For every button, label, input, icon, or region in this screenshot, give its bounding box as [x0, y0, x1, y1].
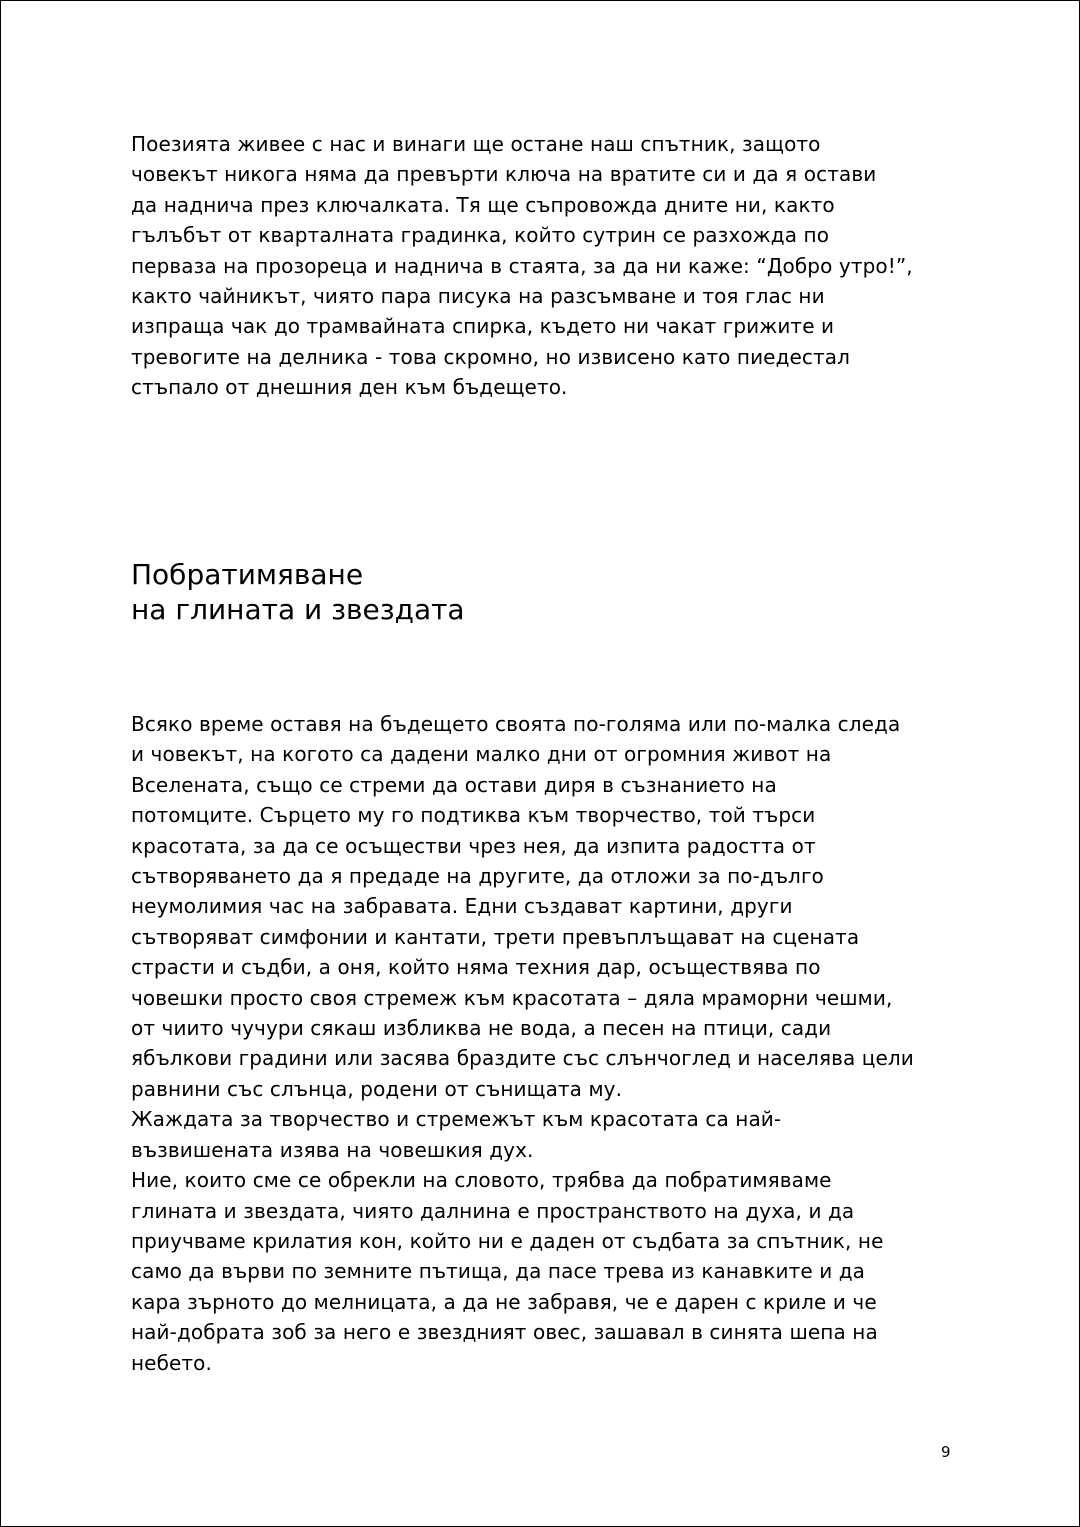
- section-heading-line-1: Побратимяване: [131, 558, 364, 591]
- section-heading: [131, 557, 951, 627]
- intro-section: [131, 129, 951, 403]
- body-paragraph-2: Жаждата за творчество и стремежът към красотата са най- възвишената изява на човешкия дух.: [131, 1107, 782, 1162]
- section-heading-line-2: на глината и звездата: [131, 593, 465, 626]
- intro-paragraph: Поезията живее с нас и винаги ще остане наш спътник, защото човекът никога няма да превърти ключа на вратите си и да я остави да наднича през ключалката. Тя ще съпровожда дните ни, както гълъбът от кварталната градинка, който сутрин се разхожда по перваза на прозореца и наднича в стаята, за да ни каже: “Добро утро!”, както чайникът, чиято пара писука на разсъмване и тоя глас ни изпраща чак до трамвайната спирка, където ни чакат грижите и тревогите на делника - това скромно, но извисено като пиедестал стъпало от днешния ден към бъдещето.: [131, 132, 913, 400]
- body-paragraph-1: Всяко време оставя на бъдещето своята по-голяма или по-малка следа и човекът, на когото са дадени малко дни от огромния живот на Вселената, също се стреми да остави диря в съзнанието на потомците. Сърцето му го подтиква към творчество, той търси красотата, за да се осъществи чрез нея, да изпита радостта от сътворяването да я предаде на другите, да отложи за по-дълго неумолимия час на забравата. Едни създават картини, други сътворяват симфонии и кантати, трети превъплъщават на сцената страсти и съдби, а оня, който няма техния дар, осъществява по човешки просто своя стремеж към красотата – дяла мраморни чешми, от чиито чучури сякаш избликва не вода, а песен на птици, сади ябълкови градини или засява браздите със слънчоглед и населява цели равнини със слънца, родени от сънищата му.: [131, 712, 914, 1101]
- body-section: [131, 709, 951, 1378]
- page-number: 9: [941, 1443, 951, 1461]
- body-paragraph-3: Ние, които сме се обрекли на словото, трябва да побратимяваме глината и звездата, чиято далнина е пространството на духа, и да приучваме крилатия кон, който ни е даден от съдбата за спътник, не само да върви по земните пътища, да пасе трева из канавките и да кара зърното до мелницата, а да не забравя, че е дарен с криле и че най-добрата зоб за него е звездният овес, зашавал в синята шепа на небето.: [131, 1168, 884, 1375]
